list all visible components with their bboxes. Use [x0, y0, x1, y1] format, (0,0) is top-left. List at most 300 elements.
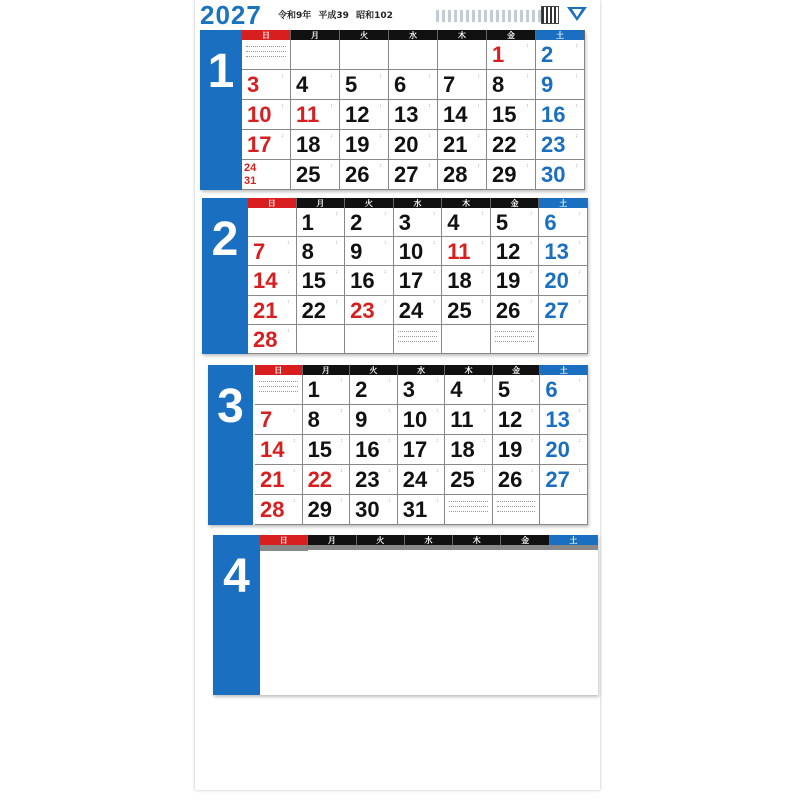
- day-cell: [539, 208, 588, 237]
- day-number: 12: [345, 102, 370, 127]
- day-number: 21: [443, 132, 468, 157]
- day-cell: [255, 435, 303, 465]
- day-cell: [350, 465, 398, 495]
- day-number: 13: [544, 239, 569, 265]
- day-number: 3: [398, 210, 411, 235]
- day-number: 14: [443, 102, 468, 127]
- day-number: 6: [545, 377, 558, 402]
- rokuyo-mark: ··: [377, 164, 383, 168]
- day-number: 30: [541, 162, 566, 187]
- day-cell: [303, 495, 351, 525]
- day-number: 30: [355, 497, 380, 522]
- showa-year: 昭和102: [356, 11, 393, 21]
- day-number: 16: [355, 437, 380, 462]
- day-cell: [536, 160, 585, 190]
- day-number: 8: [492, 72, 505, 97]
- weekday-header: 水: [398, 365, 446, 375]
- day-cell: [242, 40, 291, 70]
- weekday-header: 土: [536, 30, 585, 40]
- publisher-logo-icon: [565, 6, 589, 22]
- event-notes: [449, 498, 488, 512]
- rokuyo-mark: ··: [290, 469, 297, 473]
- day-number: 24: [398, 297, 424, 323]
- day-cell: [442, 296, 491, 325]
- rokuyo-mark: ··: [333, 270, 340, 274]
- day-number: 21: [260, 467, 285, 492]
- day-number: 14: [260, 437, 285, 462]
- rokuyo-mark: ··: [385, 439, 392, 443]
- day-number: 16: [541, 102, 566, 127]
- day-cell: [501, 549, 549, 550]
- day-cell: [493, 375, 541, 405]
- event-notes: [495, 328, 535, 342]
- weekday-header: 土: [550, 535, 598, 545]
- day-cell: [445, 465, 493, 495]
- month-number: 3: [217, 380, 244, 433]
- day-number: 4: [450, 377, 463, 402]
- rokuyo-mark: ··: [426, 74, 432, 78]
- year-title: 2027: [200, 0, 262, 30]
- rokuyo-mark: ··: [328, 104, 334, 108]
- rokuyo-mark: ··: [381, 299, 388, 303]
- day-cell: [297, 208, 346, 237]
- day-number: 28: [253, 326, 278, 352]
- rokuyo-mark: ··: [524, 74, 530, 78]
- day-number: 2: [355, 377, 368, 402]
- day-cell: [487, 70, 536, 100]
- rokuyo-mark: ··: [527, 241, 534, 245]
- day-cell: [242, 100, 291, 130]
- day-number: 4: [447, 210, 460, 235]
- rokuyo-mark: ··: [573, 74, 579, 78]
- weekday-header: 木: [442, 198, 491, 208]
- rokuyo-mark: ··: [328, 164, 334, 168]
- day-cell: [291, 130, 340, 160]
- rokuyo-mark: ··: [480, 409, 487, 413]
- rokuyo-mark: ··: [475, 104, 481, 108]
- day-number: 28: [443, 162, 468, 187]
- rokuyo-mark: ··: [573, 134, 579, 138]
- day-number: 15: [492, 102, 517, 127]
- day-number: 25: [447, 297, 472, 323]
- rokuyo-mark: ··: [381, 241, 388, 245]
- rokuyo-mark: ··: [576, 241, 582, 245]
- weekday-header: 日: [248, 198, 297, 208]
- day-number: 8: [307, 407, 320, 432]
- day-number: 19: [497, 437, 523, 462]
- day-number: 5: [345, 72, 358, 97]
- day-number: 20: [544, 268, 569, 294]
- day-cell: [398, 375, 446, 405]
- day-number: 24: [402, 467, 428, 492]
- day-cell: [540, 465, 588, 495]
- weekday-header: 火: [350, 365, 398, 375]
- day-cell: [398, 495, 446, 525]
- day-cell: [540, 405, 588, 435]
- day-cell: [539, 237, 588, 266]
- day-cell: [389, 40, 438, 70]
- month-tab: [213, 535, 260, 695]
- rokuyo-mark: ··: [576, 379, 582, 383]
- day-cell: [297, 296, 346, 325]
- day-cell: [248, 266, 297, 295]
- day-number: 23: [355, 467, 380, 492]
- day-number: 26: [495, 297, 521, 323]
- day-cell: [389, 70, 438, 100]
- day-number: 7: [443, 72, 456, 97]
- day-number: 13: [545, 407, 570, 432]
- day-cell: [394, 325, 443, 354]
- rokuyo-mark: ··: [430, 241, 437, 245]
- day-number: 9: [355, 407, 368, 432]
- rokuyo-mark: ··: [433, 379, 440, 383]
- rokuyo-mark: ··: [475, 74, 481, 78]
- rokuyo-mark: ··: [576, 409, 582, 413]
- month-grid: [242, 30, 585, 190]
- rokuyo-mark: ··: [385, 499, 392, 503]
- rokuyo-mark: ··: [426, 104, 432, 108]
- day-number: 23: [350, 297, 375, 323]
- rokuyo-mark: ··: [377, 74, 383, 78]
- day-number: 27: [544, 297, 569, 323]
- weekday-header: 火: [340, 30, 389, 40]
- rokuyo-mark: ··: [333, 212, 340, 216]
- month-grid: [248, 198, 588, 354]
- day-number: 26: [497, 467, 523, 492]
- day-cell: [297, 325, 346, 354]
- weekday-header: 月: [308, 535, 356, 545]
- rokuyo-mark: ··: [576, 299, 582, 303]
- day-cell: [398, 405, 446, 435]
- day-number: 13: [394, 102, 419, 127]
- day-number: 7: [253, 239, 266, 265]
- weekday-header: 金: [487, 30, 536, 40]
- day-number-small: 31: [244, 175, 257, 187]
- weekday-header: 月: [297, 198, 346, 208]
- day-cell: [350, 405, 398, 435]
- weekday-header: 土: [539, 198, 588, 208]
- day-cell: [398, 465, 446, 495]
- rokuyo-mark: ··: [528, 469, 535, 473]
- day-number: 3: [247, 72, 260, 97]
- month-panel-4: [213, 535, 598, 695]
- day-cell: [389, 100, 438, 130]
- rokuyo-mark: ··: [524, 134, 530, 138]
- rokuyo-mark: ··: [576, 469, 582, 473]
- day-number: 4: [296, 72, 309, 97]
- day-number: 20: [394, 132, 419, 157]
- day-cell: [491, 208, 540, 237]
- day-number: 9: [350, 239, 363, 265]
- day-cell: [536, 100, 585, 130]
- day-cell: [539, 296, 588, 325]
- rokuyo-mark: ··: [381, 270, 388, 274]
- day-number: 15: [301, 268, 327, 294]
- rokuyo-mark: ··: [290, 409, 297, 413]
- rokuyo-mark: ··: [430, 299, 437, 303]
- rokuyo-mark: ··: [478, 270, 485, 274]
- day-number: 19: [495, 268, 521, 294]
- rokuyo-mark: ··: [478, 299, 485, 303]
- rokuyo-mark: ··: [478, 212, 485, 216]
- weekday-header: 水: [405, 535, 453, 545]
- rokuyo-mark: ··: [478, 241, 485, 245]
- day-cell: [491, 296, 540, 325]
- day-cell: [291, 160, 340, 190]
- weekday-header: 木: [445, 365, 493, 375]
- day-cell: [291, 40, 340, 70]
- rokuyo-mark: ··: [338, 499, 345, 503]
- day-cell: [442, 237, 491, 266]
- day-number: 1: [307, 377, 320, 402]
- rokuyo-mark: ··: [426, 164, 432, 168]
- day-cell: [303, 405, 351, 435]
- day-cell: [248, 208, 297, 237]
- month-tab: [208, 365, 253, 525]
- rokuyo-mark: ··: [279, 74, 285, 78]
- day-number: 27: [394, 162, 419, 187]
- day-number: 1: [301, 210, 314, 235]
- day-cell: [340, 70, 389, 100]
- day-cell: [303, 465, 351, 495]
- day-cell: [255, 405, 303, 435]
- day-number: 12: [497, 407, 523, 432]
- day-cell: [345, 296, 394, 325]
- day-cell: [487, 100, 536, 130]
- rokuyo-mark: ··: [480, 439, 487, 443]
- day-number: 3: [402, 377, 415, 402]
- day-number: 18: [447, 268, 472, 294]
- day-cell: [536, 70, 585, 100]
- rokuyo-mark: ··: [430, 270, 437, 274]
- day-cell: [340, 100, 389, 130]
- day-number: 7: [260, 407, 273, 432]
- rokuyo-mark: ··: [433, 469, 440, 473]
- rokuyo-mark: ··: [338, 439, 345, 443]
- day-cell: [340, 160, 389, 190]
- rokuyo-mark: ··: [377, 104, 383, 108]
- day-number: 10: [402, 407, 428, 432]
- month-grid: [255, 365, 588, 525]
- day-cell: [340, 130, 389, 160]
- day-number: 31: [402, 497, 428, 522]
- weekday-header: 木: [453, 535, 501, 545]
- day-cell: [540, 435, 588, 465]
- day-cell: [491, 325, 540, 354]
- day-cell: [394, 208, 443, 237]
- rokuyo-mark: ··: [430, 212, 437, 216]
- day-cell: [242, 70, 291, 100]
- day-number: 15: [307, 437, 333, 462]
- rokuyo-mark: ··: [433, 439, 440, 443]
- day-cell: [242, 130, 291, 160]
- day-number: 11: [450, 407, 474, 432]
- rokuyo-mark: ··: [527, 270, 534, 274]
- day-cell: [438, 70, 487, 100]
- rokuyo-mark: ··: [528, 379, 535, 383]
- day-cell: [394, 237, 443, 266]
- day-cell: [550, 549, 598, 550]
- day-number: 11: [296, 102, 320, 127]
- day-number: 10: [398, 239, 424, 265]
- rokuyo-mark: ··: [433, 409, 440, 413]
- rokuyo-mark: ··: [524, 164, 530, 168]
- day-cell: [536, 40, 585, 70]
- day-cell: [539, 325, 588, 354]
- day-number: 16: [350, 268, 375, 294]
- month-number: 1: [207, 45, 235, 98]
- rokuyo-mark: ··: [576, 270, 582, 274]
- rokuyo-mark: ··: [385, 379, 392, 383]
- rokuyo-mark: ··: [480, 379, 487, 383]
- day-number: 28: [260, 497, 285, 522]
- day-cell: [445, 495, 493, 525]
- rokuyo-mark: ··: [333, 241, 340, 245]
- rokuyo-mark: ··: [284, 328, 291, 332]
- day-cell: [345, 325, 394, 354]
- day-number: 27: [545, 467, 570, 492]
- day-cell: [405, 549, 453, 550]
- day-cell: [540, 375, 588, 405]
- rokuyo-mark: ··: [290, 499, 297, 503]
- day-cell: [438, 160, 487, 190]
- weekday-header: 金: [491, 198, 540, 208]
- day-number: 5: [495, 210, 509, 235]
- rokuyo-mark: ··: [433, 499, 440, 503]
- weekday-header: 土: [540, 365, 588, 375]
- day-cell: [539, 266, 588, 295]
- event-notes: [398, 328, 438, 342]
- day-cell: [493, 405, 541, 435]
- day-cell: [350, 495, 398, 525]
- weekday-header: 火: [357, 535, 405, 545]
- event-notes: [497, 498, 536, 512]
- qr-code-icon: [541, 6, 559, 24]
- weekday-header: 火: [345, 198, 394, 208]
- rokuyo-mark: ··: [328, 134, 334, 138]
- day-cell: [487, 130, 536, 160]
- day-cell: [350, 435, 398, 465]
- rokuyo-mark: ··: [338, 409, 345, 413]
- day-number: 12: [495, 239, 521, 265]
- rokuyo-mark: ··: [284, 299, 291, 303]
- day-number: 6: [544, 210, 557, 235]
- month-grid: [260, 535, 598, 551]
- day-cell: [357, 549, 405, 550]
- rokuyo-mark: ··: [573, 104, 579, 108]
- day-cell: [445, 435, 493, 465]
- rokuyo-mark: ··: [524, 44, 530, 48]
- day-number: 17: [398, 268, 424, 294]
- day-cell: [255, 465, 303, 495]
- rokuyo-mark: ··: [381, 212, 388, 216]
- day-number-small: 24: [244, 162, 257, 174]
- day-number: 25: [450, 467, 475, 492]
- rokuyo-mark: ··: [377, 134, 383, 138]
- weekday-header: 木: [438, 30, 487, 40]
- day-cell: [345, 266, 394, 295]
- day-cell: [389, 130, 438, 160]
- weekday-header: 月: [291, 30, 340, 40]
- day-cell: [297, 237, 346, 266]
- day-cell: [487, 40, 536, 70]
- day-cell: [291, 70, 340, 100]
- day-cell: [394, 296, 443, 325]
- day-cell: [493, 435, 541, 465]
- day-cell: [340, 40, 389, 70]
- day-number: 10: [247, 102, 272, 127]
- rokuyo-mark: ··: [528, 439, 535, 443]
- day-cell: [308, 549, 356, 550]
- decorative-strip: [436, 10, 541, 22]
- day-number: 21: [253, 297, 278, 323]
- rokuyo-mark: ··: [576, 439, 582, 443]
- rokuyo-mark: ··: [279, 104, 285, 108]
- day-number: 22: [492, 132, 517, 157]
- day-number: 19: [345, 132, 370, 157]
- day-cell: [491, 266, 540, 295]
- day-number: 2: [541, 42, 554, 67]
- rokuyo-mark: ··: [328, 74, 334, 78]
- day-cell: [487, 160, 536, 190]
- day-number: 20: [545, 437, 570, 462]
- day-number: 11: [447, 239, 471, 265]
- month-tab: [202, 198, 248, 354]
- day-cell: [297, 266, 346, 295]
- day-cell: [255, 375, 303, 405]
- day-cell: [442, 325, 491, 354]
- day-cell: [303, 435, 351, 465]
- rokuyo-mark: ··: [385, 409, 392, 413]
- day-cell: [242, 160, 291, 190]
- rokuyo-mark: ··: [338, 379, 345, 383]
- reiwa-year: 令和9年: [278, 11, 312, 21]
- rokuyo-mark: ··: [527, 299, 534, 303]
- rokuyo-mark: ··: [279, 134, 285, 138]
- month-number: 2: [211, 213, 239, 266]
- day-number: 17: [402, 437, 428, 462]
- day-number: 8: [301, 239, 314, 265]
- day-cell: [255, 495, 303, 525]
- rokuyo-mark: ··: [385, 469, 392, 473]
- rokuyo-mark: ··: [528, 409, 535, 413]
- day-number: 9: [541, 72, 554, 97]
- day-number: 6: [394, 72, 407, 97]
- rokuyo-mark: ··: [284, 270, 291, 274]
- month-tab: [200, 30, 242, 190]
- day-cell: [445, 375, 493, 405]
- day-cell: [438, 40, 487, 70]
- day-number: 1: [492, 42, 505, 67]
- rokuyo-mark: ··: [333, 299, 340, 303]
- day-cell: [303, 375, 351, 405]
- rokuyo-mark: ··: [475, 164, 481, 168]
- rokuyo-mark: ··: [576, 212, 582, 216]
- heisei-year: 平成39: [318, 11, 349, 21]
- weekday-header: 日: [242, 30, 291, 40]
- day-cell: [493, 495, 541, 525]
- rokuyo-mark: ··: [338, 469, 345, 473]
- rokuyo-mark: ··: [527, 212, 534, 216]
- day-number: 22: [307, 467, 333, 492]
- day-cell: [350, 375, 398, 405]
- day-cell: [345, 237, 394, 266]
- rokuyo-mark: ··: [284, 241, 291, 245]
- day-cell: [345, 208, 394, 237]
- weekday-header: 月: [303, 365, 351, 375]
- rokuyo-mark: ··: [573, 44, 579, 48]
- day-cell: [248, 325, 297, 354]
